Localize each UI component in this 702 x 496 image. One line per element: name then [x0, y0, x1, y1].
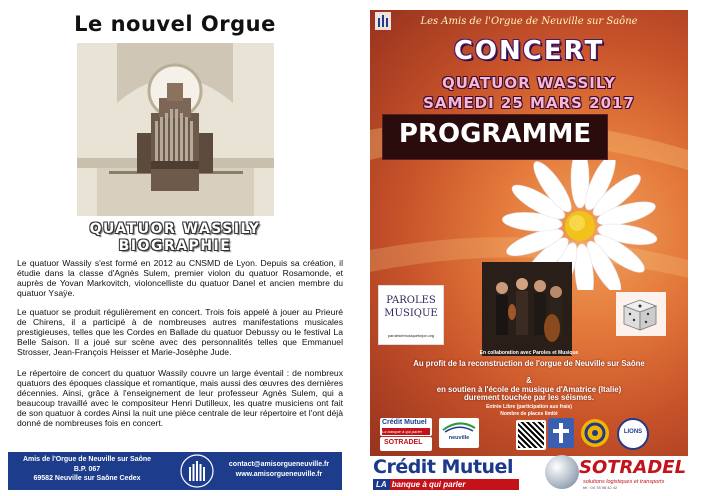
school-logo-icon	[548, 418, 574, 448]
sponsor-sotradel-small	[380, 437, 432, 451]
amis-orgue-logo	[180, 453, 214, 489]
contact-email[interactable]: contact@amisorgueneuville.fr	[228, 461, 330, 468]
qr-code-icon	[516, 420, 546, 450]
sponsor-neuville-logo	[439, 418, 479, 448]
poster-date: SAMEDI 25 MARS 2017	[423, 94, 635, 112]
organ-photo	[77, 43, 274, 216]
paroles-musique-logo	[378, 285, 444, 345]
sponsor-sotradel-subtitle: solutions logistiques et transports	[583, 479, 665, 485]
neuville-swoosh-icon	[439, 418, 479, 434]
sponsor-credit-mutuel-small	[380, 418, 432, 436]
sponsor-sotradel-small-name: SOTRADEL	[384, 439, 423, 446]
sponsor-credit-mutuel-la: LA	[373, 479, 390, 490]
bio-paragraph-1: Le quatuor Wassily s'est formé en 2012 au CNSMD de Lyon. Depuis sa création, il étudie dans la classe d'Agnès Sulem, premier violon du quatuor Rosamonde, et auprès de Yovan Markovitch, violoncelliste du quatuor Danel et ancien membre du quatuor Ysaÿe.	[17, 258, 343, 298]
paroles-logo-line1: PAROLES	[386, 295, 436, 306]
sponsor-sotradel-name: SOTRADEL	[579, 457, 687, 478]
rotary-wheel-icon	[581, 419, 609, 447]
association-name: Amis de l'Orgue de Neuville sur Saône	[22, 456, 152, 463]
organ-illustration	[77, 43, 274, 216]
bio-title-ensemble: QUATUOR WASSILY	[89, 221, 261, 237]
places-note: Nombre de places limité	[500, 411, 558, 417]
sponsor-credit-mutuel-small-name: Crédit Mutuel	[382, 419, 427, 426]
globe-icon	[545, 455, 579, 489]
sponsor-credit-mutuel-tag-text: banque à qui parler	[391, 480, 466, 489]
collaboration-note: En collaboration avec Paroles et Musique	[479, 350, 579, 356]
profit-line: Au profit de la reconstruction de l'orgue de Neuville sur Saône	[413, 359, 645, 368]
dice-icon	[616, 292, 666, 336]
page-title: Le nouvel Orgue	[74, 12, 276, 36]
organ-logo-icon	[180, 453, 214, 489]
contact-website[interactable]: www.amisorgueneuville.fr	[235, 471, 323, 478]
sponsor-neuville-name: neuville	[448, 435, 470, 441]
sponsor-credit-mutuel-small-tag: La banque à qui parler	[382, 428, 430, 435]
poster-organ-badge-icon	[375, 12, 391, 30]
sponsor-credit-mutuel	[373, 456, 523, 490]
sponsor-sotradel	[545, 455, 693, 491]
quartet-musicians-illustration	[482, 262, 572, 356]
paroles-logo-line2: MUSIQUE	[384, 308, 438, 319]
concert-poster	[370, 10, 688, 456]
bio-paragraph-3: Le répertoire de concert du quatuor Wassily couvre un large éventail : de nombreux quatuors des époques classique et romantique, mais aussi des œuvres des dernières décennies. Ainsi, grâce à l'enseignement de leur professeur Agnès Sulem, qui a beaucoup travaillé avec le compositeur Henri Dutilleux, les quatre musiciens ont fait de son quatuor à cordes Ainsi la nuit une pièce centrale de leur répertoire et l'ont déjà donné de nombreuses fois en concert.	[17, 368, 343, 428]
lions-logo-icon	[617, 418, 649, 450]
bio-paragraph-2: Le quatuor se produit régulièrement en concert. Trois fois appelé à jouer au Prieuré de Chirens, il a participé à de nombreuses autres manifestations musicales prestigieuses, telles que les Cordes en Ballade du quatuor Debussy ou le festival La Belle Saison. Il a joué sur scène avec des personnalités telles que Emmanuel Strosser, Jean-François Heisser et Marie-Josèphe Jude.	[17, 307, 343, 357]
ampersand: &	[526, 376, 532, 385]
poster-association: Les Amis de l'Orgue de Neuville sur Saône	[420, 16, 638, 27]
programme-banner	[382, 114, 608, 160]
association-address	[13, 455, 161, 484]
soutien-line: en soutien à l'école de musique d'Amatrice (Italie)	[436, 385, 622, 394]
rotary-logo-icon	[581, 419, 609, 447]
association-footer	[8, 452, 342, 490]
sponsor-credit-mutuel-tagline	[373, 479, 519, 490]
poster-sponsor-row	[376, 418, 682, 456]
po-box: B.P. 067	[73, 465, 101, 473]
poster-heading: CONCERT	[453, 36, 605, 66]
postal-city: 69582 Neuville sur Saône Cedex	[33, 475, 141, 482]
sponsor-sotradel-phone: tél : 04 78 98 42 42	[583, 485, 618, 490]
quartet-photo	[482, 262, 572, 356]
bio-title-biographie: BIOGRAPHIE	[118, 238, 232, 254]
paroles-logo-url: parolesetmusiqueforjon.org	[387, 334, 434, 338]
sponsor-lions-name: LIONS	[623, 429, 643, 435]
contact-info	[218, 460, 340, 480]
touchee-line: durement touchée par les séismes.	[463, 393, 594, 402]
sponsor-credit-mutuel-name: Crédit Mutuel	[373, 456, 513, 478]
programme-label: PROGRAMME	[398, 119, 592, 149]
poster-ensemble: QUATUOR WASSILY	[442, 74, 616, 92]
school-crest-icon	[548, 418, 574, 448]
entry-note: Entrée Libre (participation aux frais)	[486, 404, 572, 410]
